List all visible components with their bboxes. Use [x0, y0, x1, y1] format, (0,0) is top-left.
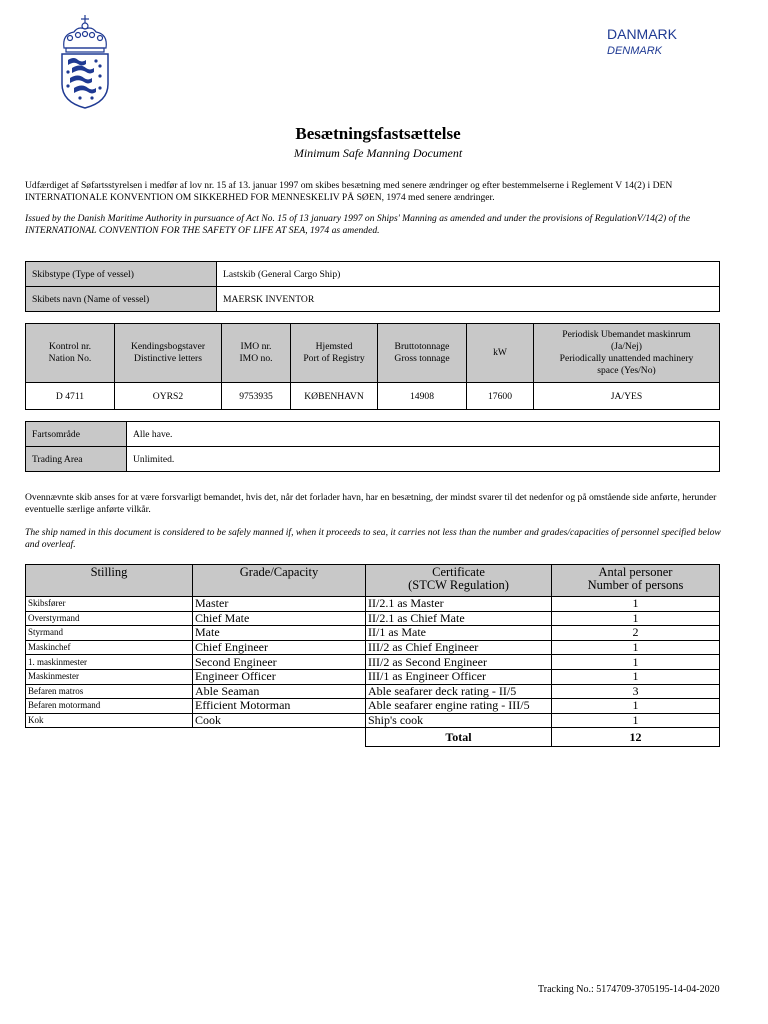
trading-area-en-row	[26, 447, 720, 472]
danish-coat-of-arms-icon	[56, 14, 114, 110]
trading-area-en-value: Unlimited.	[127, 447, 720, 472]
crew-certificate: II/2.1 as Master	[366, 597, 552, 612]
crew-number: 1	[552, 640, 720, 655]
crew-row	[26, 713, 720, 728]
crew-row	[26, 669, 720, 684]
unattended-machinery-value: JA/YES	[534, 383, 720, 410]
crew-row	[26, 597, 720, 612]
header-number-of-persons: Antal personer Number of persons	[552, 565, 720, 597]
crew-stilling: Maskinmester	[26, 669, 193, 684]
total-label: Total	[366, 728, 552, 747]
crew-total-row	[26, 728, 720, 747]
crew-grade: Mate	[193, 626, 366, 641]
crew-row	[26, 626, 720, 641]
country-heading	[607, 26, 677, 57]
crew-row	[26, 611, 720, 626]
crew-stilling: Styrmand	[26, 626, 193, 641]
ship-details-values	[26, 383, 720, 410]
tracking-number: Tracking No.: 5174709-3705195-14-04-2020	[538, 984, 720, 995]
distinctive-letters-value: OYRS2	[115, 383, 222, 410]
crew-table	[25, 564, 720, 747]
header-distinctive-letters: Kendingsbogstaver Distinctive letters	[115, 324, 222, 383]
crew-certificate: II/1 as Mate	[366, 626, 552, 641]
crew-grade: Master	[193, 597, 366, 612]
country-name-english: DENMARK	[607, 45, 663, 57]
crew-certificate: III/1 as Engineer Officer	[366, 669, 552, 684]
vessel-table	[25, 261, 720, 312]
port-of-registry-value: KØBENHAVN	[291, 383, 378, 410]
crew-table-header	[26, 565, 720, 597]
header-port-of-registry: Hjemsted Port of Registry	[291, 324, 378, 383]
kw-value: 17600	[467, 383, 534, 410]
vessel-type-value: Lastskib (General Cargo Ship)	[217, 262, 720, 287]
header-stilling: Stilling	[26, 565, 193, 597]
intro-danish: Udfærdiget af Søfartsstyrelsen i medfør af lov nr. 15 af 13. januar 1997 om skibes besætning med senere ændringer og efter bestemmelserne i Reglement V 14(2) i DEN INTERNATIONALE KONVENTION OM SIKKERHED FOR MENNESKELIV PÅ SØEN, 1974 med senere ændringer.	[25, 180, 673, 204]
crew-certificate: III/2 as Second Engineer	[366, 655, 552, 670]
nation-no-value: D 4711	[26, 383, 115, 410]
crew-row	[26, 684, 720, 699]
crew-certificate: Ship's cook	[366, 713, 552, 728]
crew-number: 1	[552, 597, 720, 612]
total-value: 12	[552, 728, 720, 747]
header-imo-no: IMO nr. IMO no.	[222, 324, 291, 383]
crew-grade: Cook	[193, 713, 366, 728]
crew-number: 2	[552, 626, 720, 641]
vessel-type-row	[26, 262, 720, 287]
document-subtitle: Minimum Safe Manning Document	[293, 146, 463, 160]
header-nation-no: Kontrol nr. Nation No.	[26, 324, 115, 383]
header-grade: Grade/Capacity	[193, 565, 366, 597]
trading-area-da-value: Alle have.	[127, 422, 720, 447]
crew-grade: Chief Mate	[193, 611, 366, 626]
crew-certificate: II/2.1 as Chief Mate	[366, 611, 552, 626]
crew-row	[26, 640, 720, 655]
crew-certificate: Able seafarer engine rating - III/5	[366, 699, 552, 714]
crew-number: 1	[552, 699, 720, 714]
crew-stilling: Overstyrmand	[26, 611, 193, 626]
crew-number: 1	[552, 669, 720, 684]
crew-grade: Efficient Motorman	[193, 699, 366, 714]
imo-no-value: 9753935	[222, 383, 291, 410]
crew-stilling: Maskinchef	[26, 640, 193, 655]
vessel-type-label: Skibstype (Type of vessel)	[26, 262, 217, 287]
crew-stilling: Skibsfører	[26, 597, 193, 612]
crew-number: 1	[552, 713, 720, 728]
crew-stilling: 1. maskinmester	[26, 655, 193, 670]
crew-number: 3	[552, 684, 720, 699]
gross-tonnage-value: 14908	[378, 383, 467, 410]
vessel-name-row	[26, 287, 720, 312]
crew-grade: Able Seaman	[193, 684, 366, 699]
intro-english: Issued by the Danish Maritime Authority in pursuance of Act No. 15 of 13 january 1997 on Ships' Manning as amended and under the provisions of RegulationV/14(2) of the INTERNATIONAL CONVENTION FOR THE SAFETY OF LIFE AT SEA, 1974 as amended.	[25, 213, 691, 237]
crew-certificate: III/2 as Chief Engineer	[366, 640, 552, 655]
vessel-name-value: MAERSK INVENTOR	[217, 287, 720, 312]
header-gross-tonnage: Bruttotonnage Gross tonnage	[378, 324, 467, 383]
crew-grade: Engineer Officer	[193, 669, 366, 684]
document-title: Besætningsfastsættelse	[295, 124, 461, 143]
crew-certificate: Able seafarer deck rating - II/5	[366, 684, 552, 699]
country-name: DANMARK	[607, 26, 678, 42]
crew-row	[26, 655, 720, 670]
crew-stilling: Befaren matros	[26, 684, 193, 699]
crew-number: 1	[552, 655, 720, 670]
crew-number: 1	[552, 611, 720, 626]
statement-danish: Ovennævnte skib anses for at være forsvarligt bemandet, hvis det, når det forlader havn, har en besætning, der mindst svarer til det nedenfor og på omstående side anførte, herunder eventuelle særlige anførte vilkår.	[25, 492, 717, 516]
crew-grade: Second Engineer	[193, 655, 366, 670]
header-certificate: Certificate (STCW Regulation)	[366, 565, 552, 597]
header-kw: kW	[467, 324, 534, 383]
crew-row	[26, 699, 720, 714]
vessel-name-label: Skibets navn (Name of vessel)	[26, 287, 217, 312]
trading-area-en-label: Trading Area	[26, 447, 127, 472]
statement-english: The ship named in this document is considered to be safely manned if, when it proceeds to sea, it carries not less than the number and grades/capacities of personnel specified below and overleaf.	[25, 527, 721, 551]
crew-grade: Chief Engineer	[193, 640, 366, 655]
trading-area-da-label: Fartsområde	[26, 422, 127, 447]
trading-area-da-row	[26, 422, 720, 447]
header-unattended-machinery: Periodisk Ubemandet maskinrum (Ja/Nej) Periodically unattended machinery space (Yes/No)	[534, 324, 720, 383]
trading-area-table	[25, 421, 720, 472]
crew-stilling: Kok	[26, 713, 193, 728]
ship-details-table	[25, 323, 720, 410]
crew-stilling: Befaren motormand	[26, 699, 193, 714]
ship-details-header	[26, 324, 720, 383]
